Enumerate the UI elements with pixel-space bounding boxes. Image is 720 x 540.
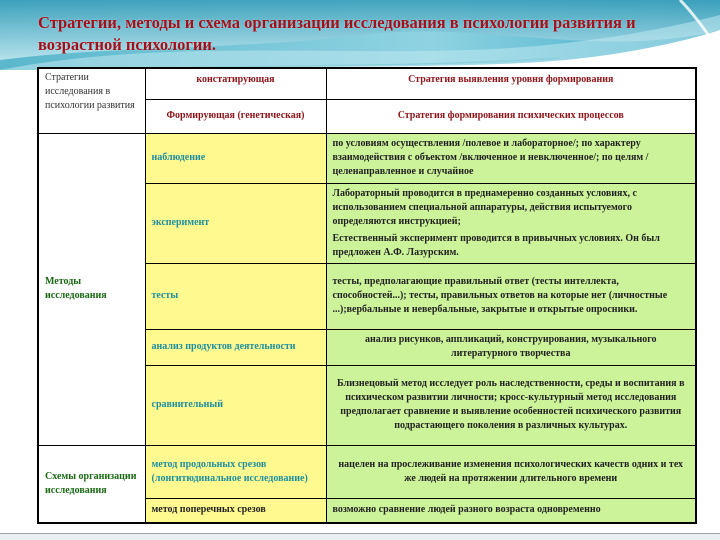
scheme-name: метод продольных срезов (лонгитюдинальное исследование)	[145, 445, 326, 498]
methods-label: Методы исследования	[38, 133, 145, 445]
method-description	[326, 183, 696, 263]
strategy-row	[38, 68, 696, 99]
method-description: Близнецовый метод исследует роль наследственности, среды и воспитания в психическом развитии личности; кросс-культурный метод исследования предполагает сравнение и выявление особенностей психического развития подрастающего поколения в различных культурах.	[326, 365, 696, 445]
method-description: анализ рисунков, аппликаций, конструирования, музыкального литературного творчества	[326, 329, 696, 365]
method-description-part: Естественный эксперимент проводится в привычных условиях. Он был предложен А.Ф. Лазурским.	[332, 232, 660, 258]
scheme-description: нацелен на прослеживание изменения психологических качеств одних и тех же людей на протяжении длительного времени	[326, 445, 696, 498]
scheme-description: возможно сравнение людей разного возраста одновременно	[326, 498, 696, 523]
strategies-label: Стратегии исследования в психологии развития	[38, 68, 145, 133]
strategy-description: Стратегия формирования психических процессов	[326, 99, 696, 133]
strategy-description: Стратегия выявления уровня формирования	[326, 68, 696, 99]
slide-bottom-border	[0, 533, 720, 540]
method-name: эксперимент	[145, 183, 326, 263]
method-name: наблюдение	[145, 133, 326, 183]
method-row	[38, 133, 696, 183]
strategy-name: констатирующая	[145, 68, 326, 99]
method-name: сравнительный	[145, 365, 326, 445]
method-name: анализ продуктов деятельности	[145, 329, 326, 365]
method-description-part: Лабораторный проводится в преднамеренно созданных условиях, с использованием специальной аппаратуры, действия испытуемого определяются инструкцией;	[332, 187, 637, 227]
method-description: тесты, предполагающие правильный ответ (тесты интеллекта, способностей...); тесты, правильных ответов на которые нет (личностные ...);вербальные и невербальные, закрытые и открытые опросники.	[326, 263, 696, 329]
research-table	[37, 67, 697, 524]
schemes-label: Схемы организации исследования	[38, 445, 145, 523]
scheme-row	[38, 445, 696, 498]
method-description: по условиям осуществления /полевое и лабораторное/; по характеру взаимодействия с объектом /включенное и невключенное/; по целям /целенаправленное и случайное	[326, 133, 696, 183]
strategy-name: Формирующая (генетическая)	[145, 99, 326, 133]
slide-title: Стратегии, методы и схема организации исследования в психологии развития и возрастной психологии.	[38, 13, 636, 54]
scheme-name: метод поперечных срезов	[145, 498, 326, 523]
method-name: тесты	[145, 263, 326, 329]
